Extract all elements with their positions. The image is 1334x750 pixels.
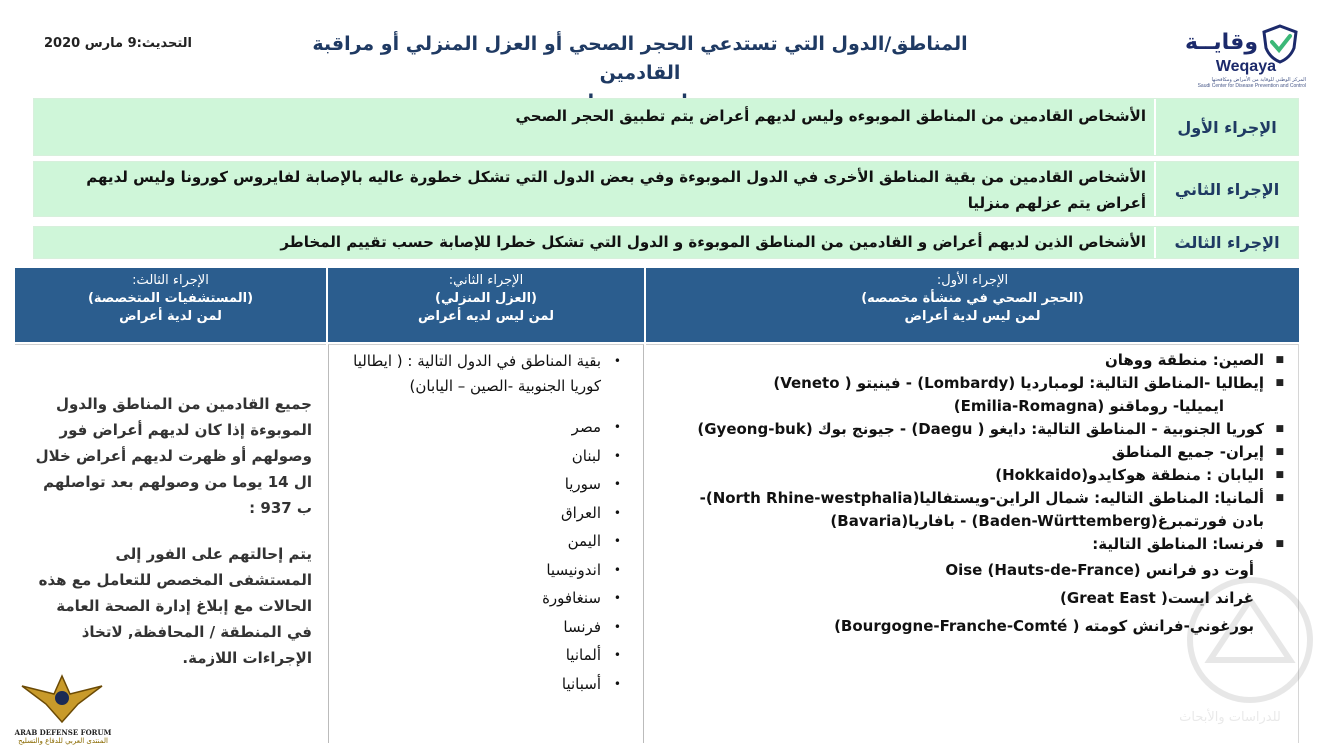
header-line: (الحجر الصحي في منشأة مخصصه)	[861, 291, 1084, 306]
list-item: • سوريا	[564, 475, 621, 493]
step-text: الأشخاص القادمين من المناطق الموبوءه وليس لديهم أعراض يتم تطبيق الحجر الصحي	[515, 107, 1146, 125]
header-line: الإجراء الثاني:	[448, 273, 524, 288]
step-row-1	[33, 98, 1299, 156]
hospital-procedure-text	[34, 391, 312, 691]
home-isolation-list	[335, 349, 627, 698]
header-line: لمن ليس لدية أعراض	[904, 309, 1041, 324]
list-item: ■ ألمانيا: المناطق التاليه: شمال الراين-ويستفاليا(North Rhine-westphalia)- بادن فورتمبرغ(Baden-Württemberg) - بافاريا(Bavaria)	[699, 489, 1284, 530]
watermark-text: للدراسات والأبحاث	[1179, 710, 1281, 725]
list-item: • مصر	[571, 418, 621, 436]
list-item: • العراق	[560, 503, 621, 522]
list-item: • أسبانيا	[561, 674, 621, 693]
table-header-col3	[15, 268, 326, 342]
header-line: (المستشفيات المتخصصة)	[87, 291, 254, 306]
logo-subtitle-ar: المركز الوطني للوقاية من الأمراض ومكافحتها	[1211, 77, 1306, 83]
list-item: • اليمن	[567, 532, 621, 550]
forum-logo	[8, 672, 118, 748]
table-cell-col2	[328, 344, 644, 743]
step-row-2	[33, 161, 1299, 217]
header	[0, 0, 1334, 92]
paragraph: يتم إحالتهم على الفور إلى المستشفى المخصص للتعامل مع هذه الحالات مع إبلاغ إدارة الصحة العامة في المنطقة / المحافظة, لاتخاذ الإجراءات اللازمة.	[38, 545, 312, 667]
list-item: • بقية المناطق في الدول التالية : ( ايطاليا كوريا الجنوبية -الصين – اليابان)	[353, 352, 621, 395]
paragraph: جميع القادمين من المناطق والدول الموبوءة إذا كان لديهم أعراض فور وصولهم أو ظهرت لديهم أعراض خلال ال 14 يوما من وصولهم بعد تواصلهم ب 937 :	[35, 395, 312, 517]
list-item: • لبنان	[571, 446, 621, 465]
header-line: الإجراء الثالث:	[132, 273, 209, 288]
list-item: ■ اليابان : منطقة هوكايدو(Hokkaido)	[995, 466, 1284, 484]
weqaya-logo	[1186, 20, 1306, 92]
header-line: الإجراء الأول:	[936, 273, 1009, 288]
watermark-emblem-icon	[1140, 570, 1320, 710]
forum-name-en: ARAB DEFENSE FORUM	[14, 728, 112, 737]
watermark	[1140, 570, 1320, 740]
logo-name-en: Weqaya	[1215, 58, 1276, 75]
list-item: ■ الصين: منطقة ووهان	[1104, 351, 1284, 369]
list-item: • سنغافورة	[542, 589, 621, 607]
header-line: لمن ليس لديه أعراض	[418, 309, 554, 324]
procedures-table	[15, 268, 1299, 743]
list-item: ■ إيطاليا -المناطق التالية: لومبارديا (Lombardy) - فينيتو ( Veneto) ايميليا- روماقنو (Emilia-Romagna)	[773, 374, 1284, 415]
list-item: • فرنسا	[563, 617, 621, 636]
list-item: ■ كوريا الجنوبية - المناطق التالية: دايغو ( Daegu) - جيونج بوك (Gyeong-buk)	[697, 420, 1284, 438]
logo-subtitle-en: Saudi Center for Disease Prevention and Control	[1197, 83, 1306, 89]
header-line: (العزل المنزلي)	[435, 291, 537, 306]
list-item: ■ إيران- جميع المناطق	[1111, 443, 1284, 461]
page-title-line1: المناطق/الدول التي تستدعي الحجر الصحي أو العزل المنزلي أو مراقبة القادمين	[312, 33, 968, 84]
step-label: الإجراء الثاني	[1154, 162, 1298, 216]
list-item: • اندونيسيا	[546, 560, 621, 579]
step-text: الأشخاص الذين لديهم أعراض و القادمين من المناطق الموبوءة و الدول التي تشكل خطرا للإصابة حسب تقييم المخاطر	[280, 233, 1146, 251]
list-item: ■ فرنسا: المناطق التالية: أوت دو فرانس (Oise (Hauts-de-France غراند ايست( Great East) بورغوني-فرانش كومته ( Bourgogne-Franche-Comté)	[834, 535, 1284, 635]
list-item: • ألمانيا	[565, 646, 621, 664]
table-header-col2	[328, 268, 644, 342]
logo-name-ar: وقايــة	[1185, 30, 1258, 55]
header-line: لمن لدية أعراض	[119, 309, 222, 324]
table-header-col1	[646, 268, 1299, 342]
update-date: التحديث:9 مارس 2020	[44, 36, 193, 51]
step-text: الأشخاص القادمين من بقية المناطق الأخرى في الدول الموبوءة وفي بعض الدول التي تشكل خطورة عاليه بالإصابة لفايروس كورونا وليس لديهم أعراض يتم عزلهم منزليا	[86, 168, 1146, 212]
step-label: الإجراء الثالث	[1154, 227, 1298, 258]
step-label: الإجراء الأول	[1154, 99, 1298, 155]
step-row-3	[33, 226, 1299, 259]
forum-name-ar: المنتدى العربي للدفاع والتسليح	[18, 737, 108, 745]
eagle-emblem-icon	[20, 672, 104, 726]
